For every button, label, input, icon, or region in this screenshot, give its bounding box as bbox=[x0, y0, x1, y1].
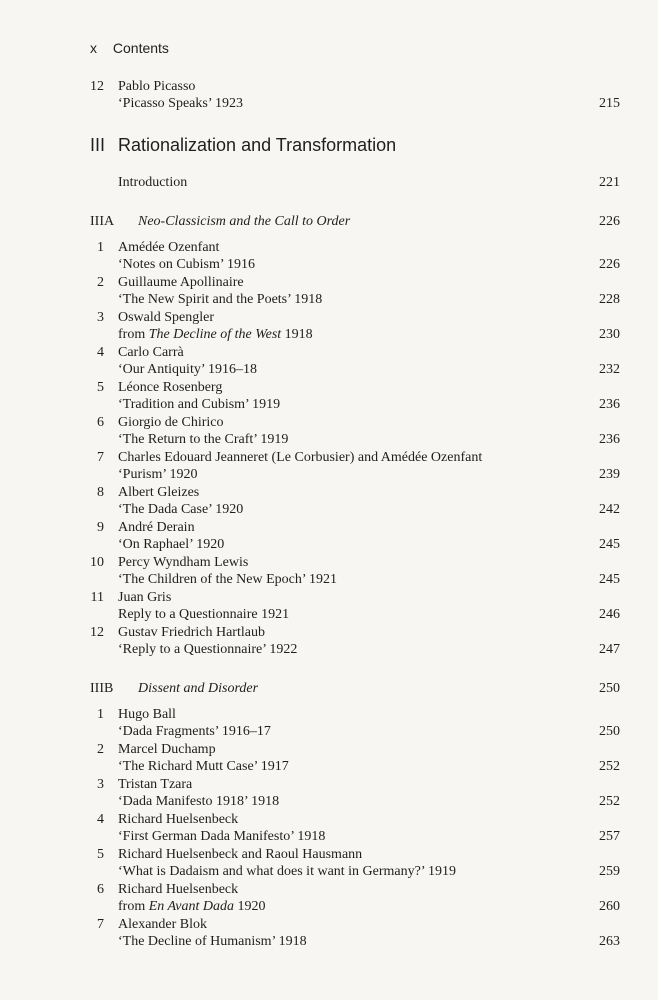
part-title: Rationalization and Transformation bbox=[118, 135, 397, 155]
entry-title: ‘On Raphael’ 1920 bbox=[118, 537, 225, 552]
roman-page-number: x bbox=[90, 40, 97, 56]
entry-title: ‘The Decline of Humanism’ 1918 bbox=[118, 934, 307, 949]
entry-title: ‘The Richard Mutt Case’ 1917 bbox=[118, 759, 289, 774]
entry-title: ‘The Children of the New Epoch’ 1921 bbox=[118, 572, 338, 587]
toc-entry[interactable] bbox=[0, 78, 658, 112]
toc-entry[interactable] bbox=[0, 706, 658, 740]
entry-page: 263 bbox=[599, 934, 620, 949]
section-number: IIIB bbox=[90, 681, 114, 696]
entry-number: 1 bbox=[97, 707, 104, 722]
toc-entry[interactable] bbox=[0, 344, 658, 378]
toc-entry[interactable] bbox=[0, 239, 658, 273]
toc-entry[interactable] bbox=[0, 776, 658, 810]
entry-page: 236 bbox=[599, 432, 620, 447]
entry-author: Gustav Friedrich Hartlaub bbox=[118, 625, 265, 640]
entry-page: 247 bbox=[599, 642, 620, 657]
entry-number: 2 bbox=[97, 742, 104, 757]
entry-title: ‘Notes on Cubism’ 1916 bbox=[118, 257, 256, 272]
toc-entry[interactable] bbox=[0, 519, 658, 553]
entry-title: ‘The Dada Case’ 1920 bbox=[118, 502, 244, 517]
entry-title: ‘Our Antiquity’ 1916–18 bbox=[118, 362, 257, 377]
entry-number: 6 bbox=[97, 415, 104, 430]
entry-title: ‘What is Dadaism and what does it want in Germany?’ 1919 bbox=[118, 864, 456, 879]
entry-author: André Derain bbox=[118, 520, 195, 535]
entry-page: 232 bbox=[599, 362, 620, 377]
entry-author: Oswald Spengler bbox=[118, 310, 215, 325]
contents-page bbox=[0, 78, 658, 950]
entry-title-prefix: from bbox=[118, 899, 149, 914]
entry-author: Percy Wyndham Lewis bbox=[118, 555, 249, 570]
entry-page: 226 bbox=[599, 257, 620, 272]
section-page: 226 bbox=[599, 214, 620, 229]
entry-page: 242 bbox=[599, 502, 620, 517]
section-heading[interactable] bbox=[0, 213, 658, 230]
part-heading[interactable] bbox=[0, 134, 658, 156]
entry-page: 228 bbox=[599, 292, 620, 307]
entry-page: 252 bbox=[599, 759, 620, 774]
entry-author: Richard Huelsenbeck bbox=[118, 882, 239, 897]
entry-title-work: En Avant Dada bbox=[148, 899, 235, 914]
toc-entry[interactable] bbox=[0, 274, 658, 308]
toc-entry[interactable] bbox=[0, 916, 658, 950]
toc-entry[interactable] bbox=[0, 309, 658, 343]
toc-entry[interactable] bbox=[0, 449, 658, 483]
toc-entry[interactable] bbox=[0, 414, 658, 448]
toc-entry[interactable] bbox=[0, 811, 658, 845]
entry-number: 3 bbox=[97, 777, 104, 792]
entry-page: 252 bbox=[599, 794, 620, 809]
entry-author: Juan Gris bbox=[118, 590, 172, 605]
entry-page: 215 bbox=[599, 96, 620, 111]
running-title: Contents bbox=[112, 40, 169, 56]
entry-page: 246 bbox=[599, 607, 620, 622]
entry-title-suffix: 1918 bbox=[281, 327, 313, 342]
entry-page: 245 bbox=[599, 537, 620, 552]
entry-author: Charles Edouard Jeanneret (Le Corbusier) and Amédée Ozenfant bbox=[118, 450, 483, 465]
entry-number: 8 bbox=[97, 485, 104, 500]
entry-number: 1 bbox=[97, 240, 104, 255]
toc-entry[interactable] bbox=[0, 484, 658, 518]
introduction-entry[interactable] bbox=[0, 174, 658, 191]
entry-title: ‘Dada Manifesto 1918’ 1918 bbox=[118, 794, 280, 809]
entry-author: Giorgio de Chirico bbox=[118, 415, 224, 430]
entry-number: 4 bbox=[97, 812, 104, 827]
entry-number: 12 bbox=[90, 79, 104, 94]
entry-number: 11 bbox=[90, 590, 104, 605]
introduction-label: Introduction bbox=[118, 175, 188, 190]
entry-number: 5 bbox=[97, 847, 104, 862]
section-page: 250 bbox=[599, 681, 620, 696]
entry-title: ‘Tradition and Cubism’ 1919 bbox=[118, 397, 281, 412]
entry-number: 7 bbox=[97, 450, 104, 465]
entry-title bbox=[0, 898, 658, 915]
section-heading[interactable] bbox=[0, 680, 658, 697]
entry-number: 4 bbox=[97, 345, 104, 360]
entry-number: 10 bbox=[90, 555, 104, 570]
entry-author: Albert Gleizes bbox=[118, 485, 200, 500]
entry-title: ‘Picasso Speaks’ 1923 bbox=[118, 96, 243, 111]
entry-author: Guillaume Apollinaire bbox=[118, 275, 244, 290]
entry-title: ‘Dada Fragments’ 1916–17 bbox=[118, 724, 271, 739]
entry-page: 260 bbox=[599, 899, 620, 914]
entry-number: 9 bbox=[97, 520, 104, 535]
entry-page: 236 bbox=[599, 397, 620, 412]
part-number: III bbox=[90, 135, 106, 155]
entry-number: 7 bbox=[97, 917, 104, 932]
entry-author: Amédée Ozenfant bbox=[118, 240, 220, 255]
entry-title: ‘Reply to a Questionnaire’ 1922 bbox=[118, 642, 298, 657]
entry-title-suffix: 1920 bbox=[234, 899, 266, 914]
entry-title: ‘The Return to the Craft’ 1919 bbox=[118, 432, 289, 447]
entry-page: 230 bbox=[599, 327, 620, 342]
entry-author: Marcel Duchamp bbox=[118, 742, 216, 757]
toc-entry[interactable] bbox=[0, 554, 658, 588]
entry-author: Tristan Tzara bbox=[118, 777, 193, 792]
entry-title-prefix: from bbox=[118, 327, 149, 342]
running-header bbox=[90, 40, 169, 56]
toc-entry[interactable] bbox=[0, 741, 658, 775]
entry-number: 5 bbox=[97, 380, 104, 395]
entry-number: 3 bbox=[97, 310, 104, 325]
entry-author: Richard Huelsenbeck bbox=[118, 812, 239, 827]
introduction-page: 221 bbox=[599, 175, 620, 190]
entry-title: ‘The New Spirit and the Poets’ 1918 bbox=[118, 292, 323, 307]
toc-entry[interactable] bbox=[0, 624, 658, 658]
entry-page: 245 bbox=[599, 572, 620, 587]
entry-author: Carlo Carrà bbox=[118, 345, 184, 360]
entry-author: Hugo Ball bbox=[118, 707, 176, 722]
toc-entry[interactable] bbox=[0, 881, 658, 915]
toc-entry[interactable] bbox=[0, 379, 658, 413]
toc-entry[interactable] bbox=[0, 589, 658, 623]
entry-title bbox=[0, 326, 658, 343]
entry-number: 6 bbox=[97, 882, 104, 897]
entry-number: 12 bbox=[90, 625, 104, 640]
section-title: Neo-Classicism and the Call to Order bbox=[138, 214, 351, 229]
entry-author: Léonce Rosenberg bbox=[118, 380, 223, 395]
entry-author: Richard Huelsenbeck and Raoul Hausmann bbox=[118, 847, 363, 862]
section-title: Dissent and Disorder bbox=[138, 681, 259, 696]
entry-author: Pablo Picasso bbox=[118, 79, 196, 94]
entry-author: Alexander Blok bbox=[118, 917, 208, 932]
section-number: IIIA bbox=[90, 214, 115, 229]
entry-number: 2 bbox=[97, 275, 104, 290]
entry-title: Reply to a Questionnaire 1921 bbox=[118, 607, 290, 622]
entry-title-work: The Decline of the West bbox=[148, 327, 282, 342]
entry-page: 250 bbox=[599, 724, 620, 739]
entry-title: ‘Purism’ 1920 bbox=[118, 467, 198, 482]
entry-page: 239 bbox=[599, 467, 620, 482]
toc-entry[interactable] bbox=[0, 846, 658, 880]
entry-page: 259 bbox=[599, 864, 620, 879]
entry-title: ‘First German Dada Manifesto’ 1918 bbox=[118, 829, 326, 844]
entry-page: 257 bbox=[599, 829, 620, 844]
